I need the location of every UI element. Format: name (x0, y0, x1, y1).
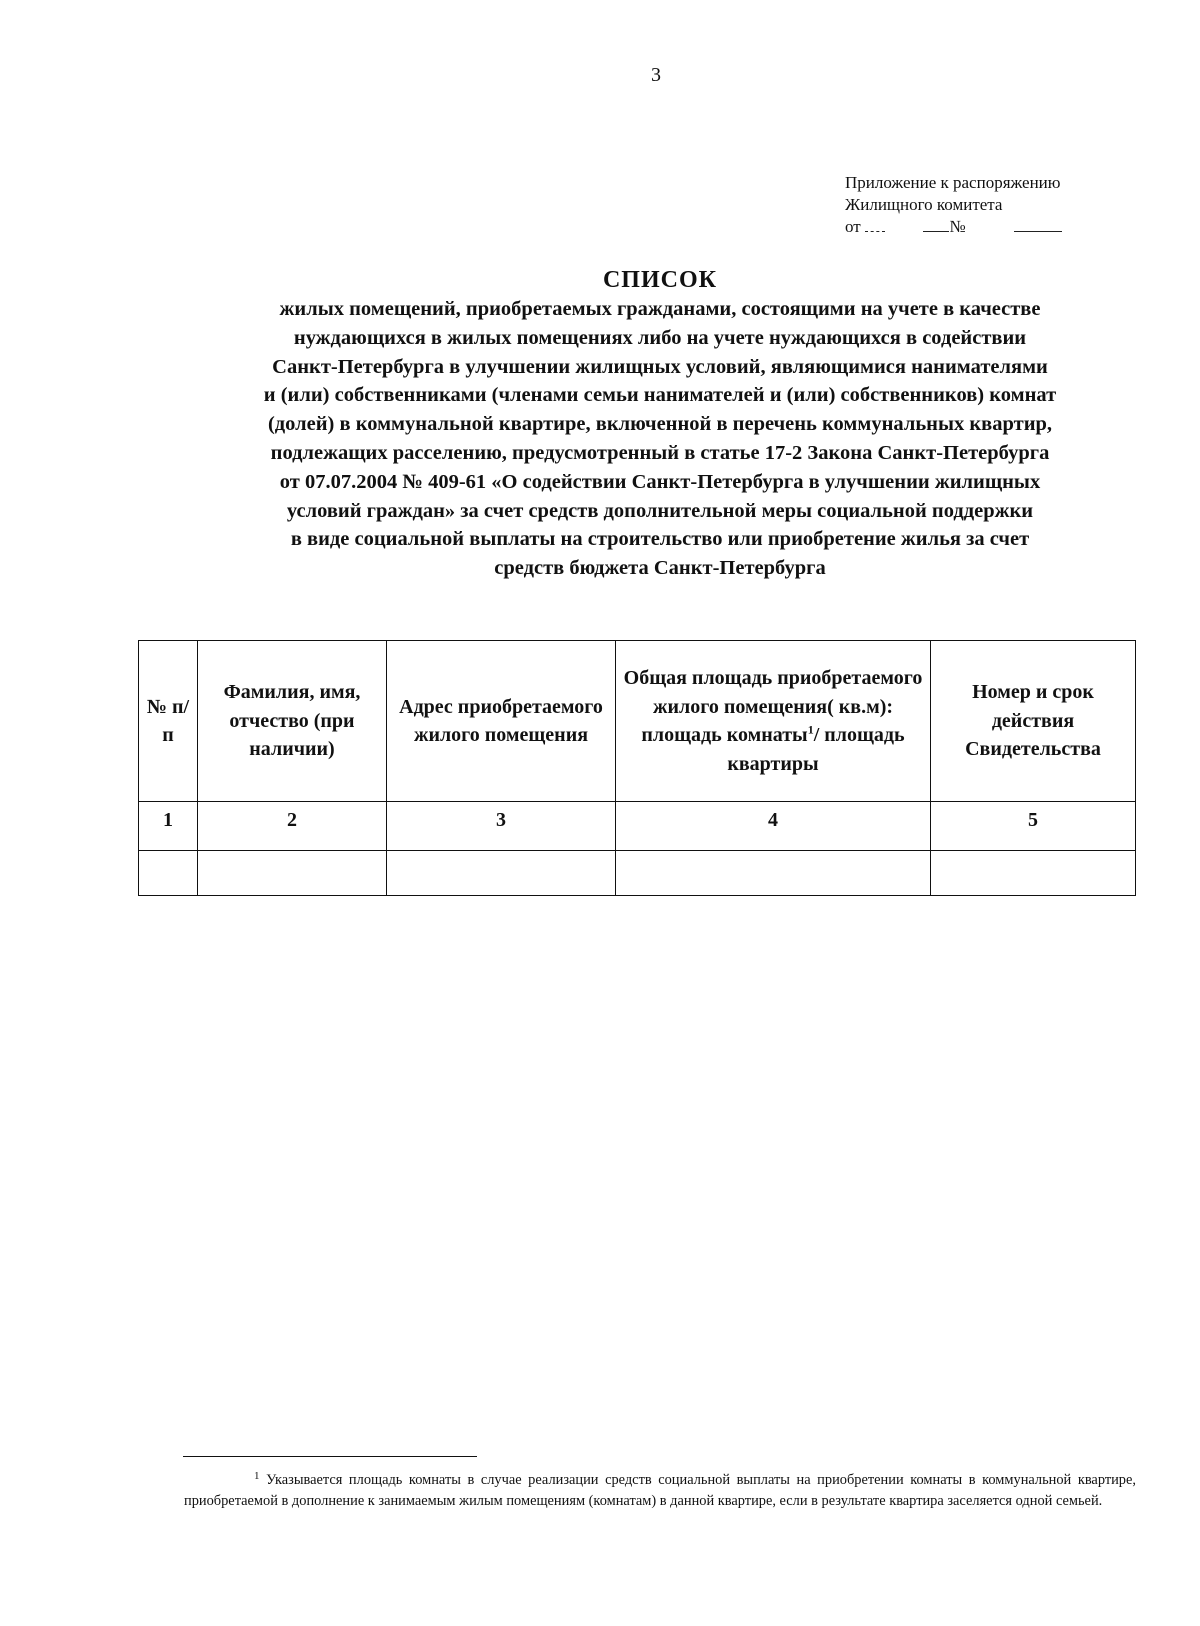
appendix-header (845, 172, 1062, 238)
footnote-ref: 1 (807, 722, 814, 737)
header-area-text: Общая площадь приобретаемого жилого помещения( кв.м): площадь комнаты (623, 667, 923, 746)
empty-cell (931, 851, 1136, 896)
subtitle-line: жилых помещений, приобретаемых гражданами, состоящими на учете в качестве (279, 298, 1041, 320)
number-blank (1014, 219, 1062, 232)
header-area (616, 641, 931, 802)
subtitle-line: нуждающихся в жилых помещениях либо на учете нуждающихся в содействии (293, 326, 1027, 349)
date-blank (865, 219, 885, 232)
header-number: № п/п (139, 641, 198, 802)
footnote-mark: 1 (254, 1470, 260, 1482)
appendix-line-1: Приложение к распоряжению (845, 173, 1061, 192)
footnote-separator (183, 1456, 477, 1457)
table-number-row (139, 802, 1136, 851)
column-number-cell: 2 (198, 802, 387, 851)
table-header-row (139, 641, 1136, 802)
column-number-cell: 3 (387, 802, 616, 851)
recipients-table (138, 640, 1136, 896)
subtitle-line: (долей) в коммунальной квартире, включенной в перечень коммунальных квартир, (267, 413, 1053, 436)
document-title-block (180, 264, 1140, 583)
appendix-line-2: Жилищного комитета (845, 195, 1003, 214)
footnote-paragraph (184, 1470, 1136, 1512)
empty-cell (616, 851, 931, 896)
footnote (184, 1470, 1136, 1512)
date-blank-2 (923, 219, 949, 232)
appendix-date-line (845, 216, 1062, 238)
column-number-cell: 4 (616, 802, 931, 851)
column-number-cell: 1 (139, 802, 198, 851)
subtitle-line: условий граждан» за счет средств дополнительной меры социальной поддержки (286, 499, 1034, 522)
subtitle-line: подлежащих расселению, предусмотренный в статье 17-2 Закона Санкт-Петербурга (270, 441, 1050, 464)
subtitle-line: и (или) собственниками (членами семьи нанимателей и (или) собственников) комнат (263, 384, 1057, 407)
subtitle-line: в виде социальной выплаты на строительство или приобретение жилья за счет (290, 528, 1030, 551)
column-number-cell: 5 (931, 802, 1136, 851)
empty-cell (139, 851, 198, 896)
header-full-name: Фамилия, имя, отчество (при наличии) (198, 641, 387, 802)
appendix-number-label: № (949, 217, 966, 236)
page-number: 3 (651, 64, 661, 86)
subtitle-line: Санкт-Петербурга в улучшении жилищных условий, являющимися нанимателями (272, 355, 1048, 378)
footnote-text: Указывается площадь комнаты в случае реализации средств социальной выплаты на приобретении комнаты в коммунальной квартире, приобретаемой в дополнение к занимаемым жилым помещениям (комнатам) в данной квартире, если в результате квартира заселяется одной семьей. (184, 1472, 1136, 1509)
header-area-tail: / площадь квартиры (727, 724, 905, 775)
empty-cell (198, 851, 387, 896)
document-title: СПИСОК (602, 267, 718, 293)
header-certificate: Номер и срок действия Свидетельства (931, 641, 1136, 802)
document-subtitle (180, 295, 1140, 583)
subtitle-line: средств бюджета Санкт-Петербурга (494, 557, 826, 580)
empty-cell (387, 851, 616, 896)
subtitle-line: от 07.07.2004 № 409-61 «О содействии Санкт-Петербурга в улучшении жилищных (279, 470, 1041, 493)
header-address: Адрес приобретаемого жилого помещения (387, 641, 616, 802)
appendix-from-label: от (845, 217, 861, 236)
table-row (139, 851, 1136, 896)
